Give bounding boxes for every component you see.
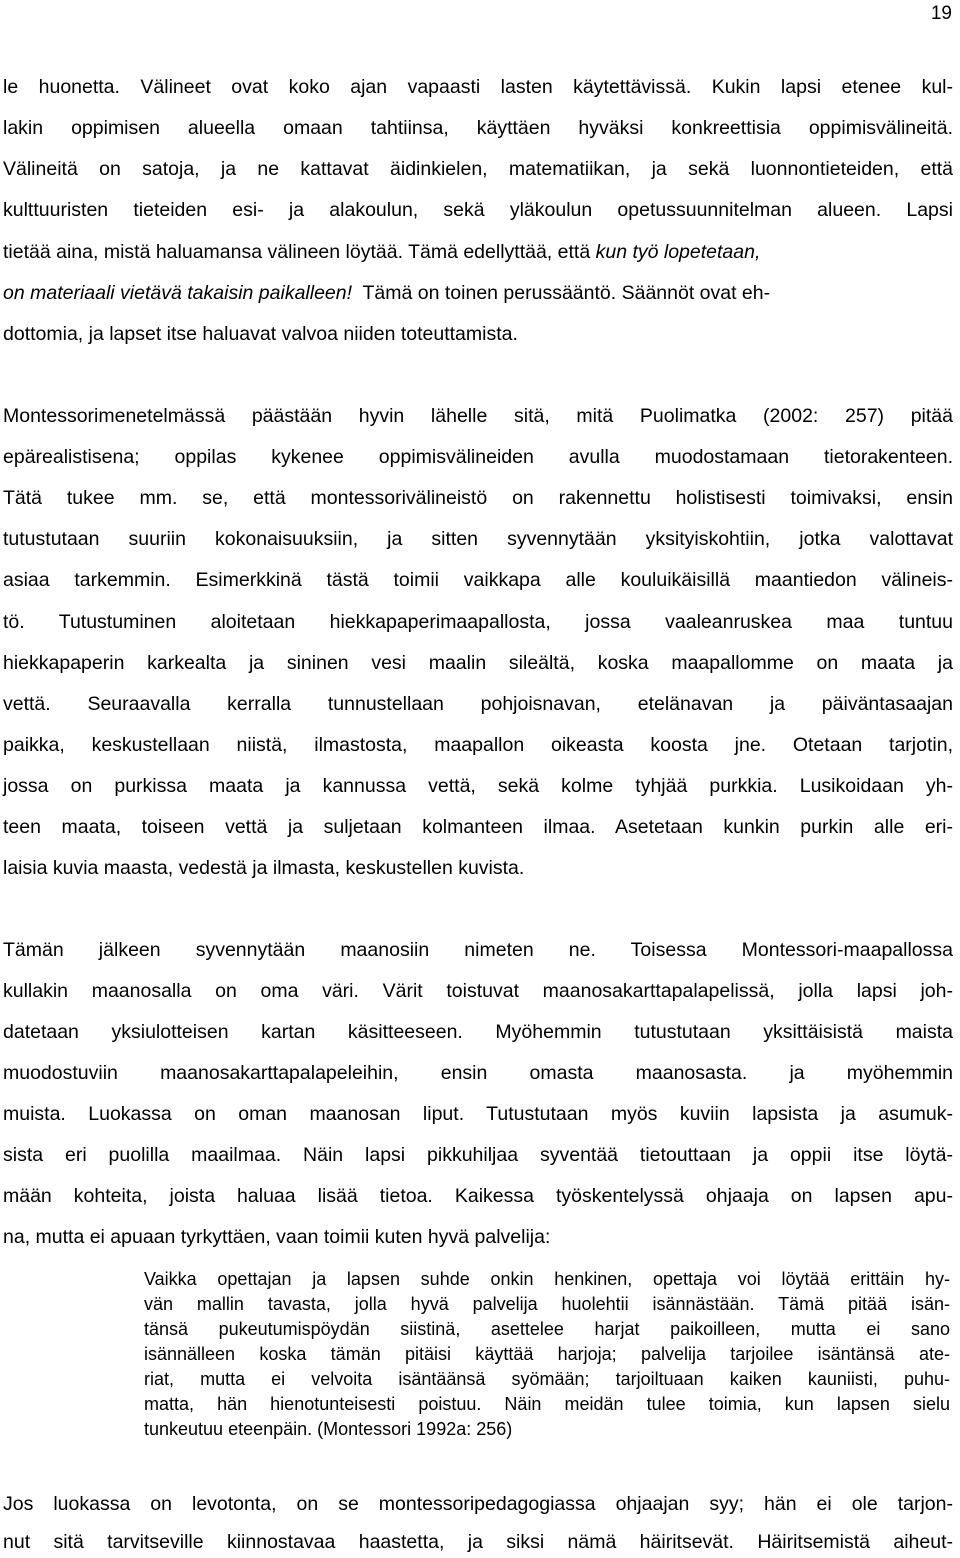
text-segment: tietää aina, mistä haluamansa välineen löytää. Tämä edellyttää, että [3,241,596,263]
text-line: lakin oppimisen alueella omaan tahtiinsa, käyttäen hyväksi konkreettisia oppimisvälineitä. [3,117,953,139]
quote-line: tänsä pukeutumispöydän siistinä, asettelee harjat paikoilleen, mutta ei sano [144,1319,950,1339]
text-line: nut sitä tarvitseville kiinnostavaa haastetta, ja siksi nämä häiritsevät. Häiritsemistä aiheut- [3,1531,953,1553]
text-line: kullakin maanosalla on oma väri. Värit toistuvat maanosakarttapalapelissä, jolla lapsi joh- [3,980,953,1002]
text-line: jossa on purkissa maata ja kannussa vettä, sekä kolme tyhjää purkkia. Lusikoidaan yh- [3,775,953,797]
text-line: paikka, keskustellaan niistä, ilmastosta, maapallon oikeasta koosta jne. Otetaan tarjotin, [3,734,953,756]
text-line [3,240,760,264]
text-line: teen maata, toiseen vettä ja suljetaan kolmanteen ilmaa. Asetetaan kunkin purkin alle eri- [3,816,953,838]
text-line: tutustutaan suuriin kokonaisuuksiin, ja sitten syvennytään yksityiskohtiin, jotka valottavat [3,528,953,550]
text-line: kulttuuristen tieteiden esi- ja alakoulun, sekä yläkoulun opetussuunnitelman alueen. Lapsi [3,199,953,221]
text-line: mään kohteita, joista haluaa lisää tietoa. Kaikessa työskentelyssä ohjaaja on lapsen apu- [3,1185,953,1207]
quote-line: isännälleen koska tämän pitäisi käyttää harjoja; palvelija tarjoilee isäntänsä ate- [144,1344,950,1364]
text-line: tö. Tutustuminen aloitetaan hiekkapaperimaapallosta, jossa vaaleanruskea maa tuntuu [3,611,953,633]
text-line: asiaa tarkemmin. Esimerkkinä tästä toimii vaikkapa alle kouluikäisillä maantiedon välineis- [3,569,953,591]
quote-line: Vaikka opettajan ja lapsen suhde onkin henkinen, opettaja voi löytää erittäin hy- [144,1269,950,1289]
text-line: dottomia, ja lapset itse haluavat valvoa niiden toteuttamista. [3,323,518,345]
text-line: sista eri puolilla maailmaa. Näin lapsi pikkuhiljaa syventää tietouttaan ja oppii itse löytä- [3,1144,953,1166]
text-line: na, mutta ei apuaan tyrkyttäen, vaan toimii kuten hyvä palvelija: [3,1226,551,1248]
italic-rule-text: on materiaali vietävä takaisin paikalleen! [3,282,353,304]
text-line: vettä. Seuraavalla kerralla tunnustellaan pohjoisnavan, etelänavan ja päiväntasaajan [3,693,953,715]
text-line: le huonetta. Välineet ovat koko ajan vapaasti lasten käytettävissä. Kukin lapsi etenee kul- [3,76,953,98]
text-line: laisia kuvia maasta, vedestä ja ilmasta, keskustellen kuvista. [3,857,525,879]
text-line: muodostuviin maanosakarttapalapeleihin, ensin omasta maanosasta. ja myöhemmin [3,1062,953,1084]
text-line: datetaan yksiulotteisen kartan käsitteeseen. Myöhemmin tutustutaan yksittäisistä maista [3,1021,953,1043]
text-segment: Tämä on toinen perussääntö. Säännöt ovat eh- [362,282,771,304]
text-line: Jos luokassa on levotonta, on se montessoripedagogiassa ohjaajan syy; hän ei ole tarjon- [3,1493,953,1515]
text-line: Välineitä on satoja, ja ne kattavat äidinkielen, matematiikan, ja sekä luonnontieteiden, että [3,158,953,180]
text-line: muista. Luokassa on oman maanosan liput. Tutustutaan myös kuviin lapsista ja asumuk- [3,1103,953,1125]
text-line: epärealistisena; oppilas kykenee oppimisvälineiden avulla muodostamaan tietorakenteen. [3,446,953,468]
text-line [3,281,770,305]
text-line: Montessorimenetelmässä päästään hyvin lähelle sitä, mitä Puolimatka (2002: 257) pitää [3,405,953,427]
quote-line: matta, hän hienotunteisesti poistuu. Näin meidän tulee toimia, kun lapsen sielu [144,1394,950,1414]
page-number: 19 [930,3,952,24]
italic-rule-text: kun työ lopetetaan, [595,241,761,263]
text-line: Tämän jälkeen syvennytään maanosiin nimeten ne. Toisessa Montessori-maapallossa [3,939,953,961]
quote-line: riat, mutta ei velvoita isäntäänsä syömään; tarjoiltuaan kaiken kauniisti, puhu- [144,1369,950,1389]
text-line: Tätä tukee mm. se, että montessorivälineistö on rakennettu holistisesti toimivaksi, ensin [3,487,953,509]
quote-line: vän mallin tavasta, jolla hyvä palvelija huolehtii isännästään. Tämä pitää isän- [144,1294,950,1314]
quote-line: tunkeutuu eteenpäin. (Montessori 1992a: 256) [144,1419,513,1439]
text-line: hiekkapaperin karkealta ja sininen vesi maalin sileältä, koska maapallomme on maata ja [3,652,953,674]
